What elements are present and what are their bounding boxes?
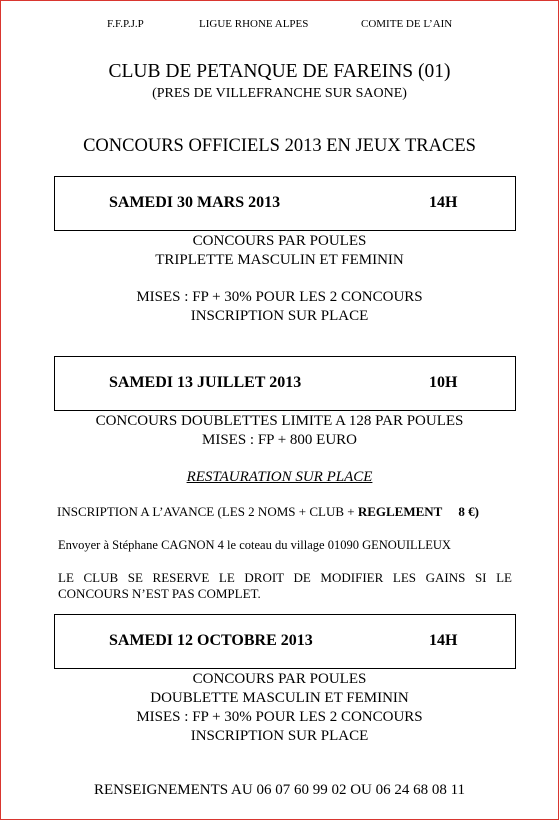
event-3-line-3: MISES : FP + 30% POUR LES 2 CONCOURS (136, 709, 423, 725)
event-3-date-box (54, 614, 516, 669)
inscription-address: Envoyer à Stéphane CAGNON 4 le coteau du village 01090 GENOUILLEUX (58, 538, 451, 552)
header-ligue: LIGUE RHONE ALPES (199, 18, 309, 30)
event-1-line-4: INSCRIPTION SUR PLACE (190, 308, 369, 324)
event-1-date: SAMEDI 30 MARS 2013 (109, 194, 281, 211)
event-2-date: SAMEDI 13 JUILLET 2013 (109, 374, 302, 391)
club-name: CLUB DE PETANQUE DE FAREINS (01) (108, 61, 451, 82)
event-2-date-box (54, 356, 516, 411)
event-1-line-1: CONCOURS PAR POULES (192, 233, 367, 249)
inscription-line (57, 504, 479, 520)
header-ffpjp: F.F.P.J.P (107, 18, 144, 30)
event-1-date-box (54, 176, 516, 231)
footer-contact: RENSEIGNEMENTS AU 06 07 60 99 02 OU 06 24 68 08 11 (93, 782, 466, 798)
header-comite: COMITE DE L’AIN (361, 18, 453, 30)
event-3-line-1: CONCOURS PAR POULES (192, 671, 367, 687)
notice-line-1: LE CLUB SE RESERVE LE DROIT DE MODIFIER LES GAINS SI LE (58, 570, 512, 585)
club-location: (PRES DE VILLEFRANCHE SUR SAONE) (152, 86, 407, 101)
notice-line-2: CONCOURS N’EST PAS COMPLET. (58, 586, 261, 601)
restauration-notice: RESTAURATION SUR PLACE (186, 469, 373, 485)
event-3-date: SAMEDI 12 OCTOBRE 2013 (109, 632, 313, 649)
event-2-line-2: MISES : FP + 800 EURO (201, 432, 358, 448)
event-1-time: 14H (429, 194, 458, 211)
event-3-time: 14H (429, 632, 458, 649)
event-2-time: 10H (429, 374, 458, 391)
inscription-prefix: INSCRIPTION A L’AVANCE (LES 2 NOMS + CLUB + (57, 504, 358, 519)
event-3-line-4: INSCRIPTION SUR PLACE (190, 728, 369, 744)
event-3-line-2: DOUBLETTE MASCULIN ET FEMININ (150, 690, 409, 706)
event-1-line-2: TRIPLETTE MASCULIN ET FEMININ (155, 252, 404, 268)
inscription-reglement: REGLEMENT (357, 504, 443, 519)
inscription-amount: 8 €) (458, 504, 479, 519)
event-2-line-1: CONCOURS DOUBLETTES LIMITE A 128 PAR POULES (95, 413, 464, 429)
event-1-line-3: MISES : FP + 30% POUR LES 2 CONCOURS (136, 289, 423, 305)
event-title: CONCOURS OFFICIELS 2013 EN JEUX TRACES (83, 136, 476, 156)
